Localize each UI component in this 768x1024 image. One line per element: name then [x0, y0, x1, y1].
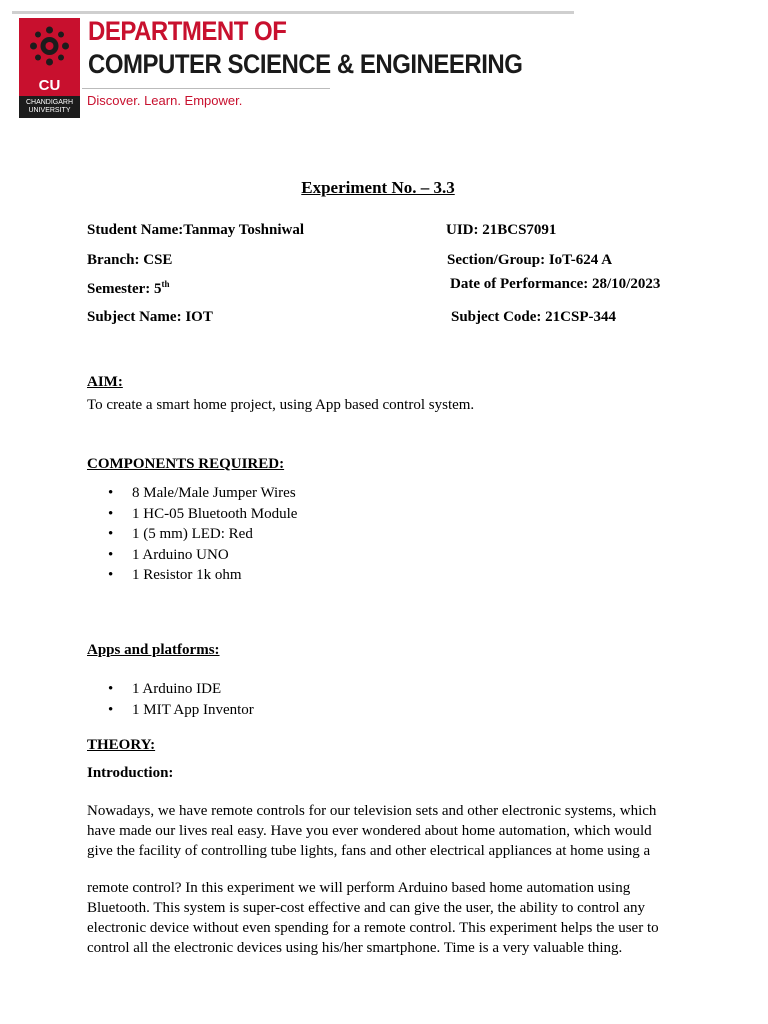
list-item: • 1 Resistor 1k ohm: [87, 565, 297, 586]
theory-paragraph-2: [87, 878, 727, 958]
theory-heading: THEORY:: [87, 737, 156, 753]
semester-label: Semester: 5: [87, 281, 162, 297]
subject-code: Subject Code: 21CSP-344: [451, 309, 616, 325]
components-list: [87, 483, 297, 586]
paragraph-line: Bluetooth. This system is super-cost effective and can give the user, the ability to control any: [87, 900, 645, 916]
list-item: • 1 MIT App Inventor: [87, 700, 254, 721]
top-rule: [12, 11, 574, 14]
paragraph-line: Nowadays, we have remote controls for our television sets and other electronic systems, which: [87, 803, 657, 819]
aim-text: To create a smart home project, using App based control system.: [87, 397, 475, 413]
apps-heading: Apps and platforms:: [87, 642, 220, 658]
emblem-icon: [27, 24, 72, 74]
university-logo: [19, 18, 80, 114]
aim-heading: AIM:: [87, 374, 123, 390]
branch: Branch: CSE: [87, 252, 173, 268]
paragraph-line: electronic device without even spending for a remote control. This experiment helps the user to: [87, 920, 659, 936]
paragraph-line: control all the electronic devices using his/her smartphone. Time is a very valuable thing.: [87, 940, 623, 956]
semester: [87, 275, 170, 298]
semester-suffix: th: [161, 279, 170, 289]
list-item: • 1 Arduino UNO: [87, 545, 297, 566]
introduction-subheading: Introduction:: [87, 765, 174, 781]
section-group: Section/Group: IoT-624 A: [447, 252, 613, 268]
department-title-line2: COMPUTER SCIENCE & ENGINEERING: [88, 50, 523, 80]
logo-university-name: CHANDIGARH UNIVERSITY: [19, 96, 80, 118]
university-tagline: Discover. Learn. Empower.: [87, 93, 243, 108]
list-item: • 1 Arduino IDE: [87, 679, 254, 700]
date-of-performance: Date of Performance: 28/10/2023: [450, 276, 661, 292]
department-title-line1: DEPARTMENT OF: [88, 17, 287, 47]
list-item: • 8 Male/Male Jumper Wires: [87, 483, 297, 504]
list-item: • 1 (5 mm) LED: Red: [87, 524, 297, 545]
subject-name: Subject Name: IOT: [87, 309, 213, 325]
apps-list: [87, 679, 254, 720]
student-name: Student Name:Tanmay Toshniwal: [87, 222, 305, 238]
tagline-divider: [82, 88, 330, 89]
components-heading: COMPONENTS REQUIRED:: [87, 456, 285, 472]
paragraph-line: remote control? In this experiment we will perform Arduino based home automation using: [87, 880, 631, 896]
theory-paragraph-1: [87, 801, 727, 861]
student-uid: UID: 21BCS7091: [446, 222, 557, 238]
paragraph-line: give the facility of controlling tube lights, fans and other electrical appliances at home using a: [87, 843, 651, 859]
list-item: • 1 HC-05 Bluetooth Module: [87, 504, 297, 525]
experiment-title: Experiment No. – 3.3: [301, 178, 455, 197]
logo-initials: CU: [38, 77, 61, 94]
paragraph-line: have made our lives real easy. Have you ever wondered about home automation, which would: [87, 823, 652, 839]
